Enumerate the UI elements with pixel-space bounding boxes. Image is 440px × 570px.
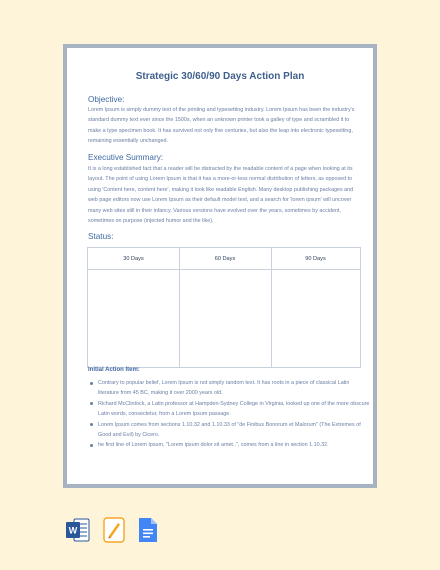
document-page (67, 48, 373, 484)
initial-action-list (88, 378, 370, 451)
status-heading: Status: (88, 232, 114, 241)
status-column-90-days: 90 Days (271, 248, 360, 270)
objective-heading: Objective: (88, 95, 125, 104)
pages-icon[interactable] (103, 517, 125, 548)
status-table (87, 247, 361, 368)
initial-action-heading: Initial Action Item: (88, 367, 140, 373)
status-column-60-days: 60 Days (179, 248, 271, 270)
table-divider (179, 248, 180, 367)
document-title: Strategic 30/60/90 Days Action Plan (135, 71, 305, 82)
format-icons (66, 517, 166, 545)
list-item: he first line of Lorem Ipsum, "Lorem ipsum dolor sit amet..", comes from a line in section 1.10.32. (98, 440, 370, 450)
executive-summary-text: It is a long established fact that a reader will be distracted by the readable content of a page when looking at its layout. The point of using Lorem Ipsum is that it has a more-or-less normal distribution of letters, as opposed to using 'Content here, content here', making it look like readable English. Many desktop publishing packages and web page editors now use Lorem Ipsum as their default model text, and a search for 'lorem ipsum' will uncover many web sites still in their infancy. Various versions have evolved over the years, sometimes by accident, sometimes on purpose (injected humor and the like). (88, 166, 354, 225)
list-item: Contrary to popular belief, Lorem Ipsum is not simply random text. It has roots in a piece of classical Latin literature from 45 BC, making it over 2000 years old. (98, 378, 370, 399)
list-item: Richard McClintock, a Latin professor at Hampden-Sydney College in Virginia, looked up one of the more obscure Latin words, consectetur, from a Lorem Ipsum passage. (98, 399, 370, 420)
objective-text: Lorem Ipsum is simply dummy text of the printing and typesetting industry. Lorem Ipsum has been the industry's standard dummy text ever since the 1500s, when an unknown printer took a galley of type and scrambled it to make a type specimen book. It has survived not only five centuries, but also the leap into electronic typesetting, remaining essentially unchanged. (88, 107, 355, 145)
executive-summary-heading: Executive Summary: (88, 153, 164, 162)
word-letter: W (68, 525, 78, 536)
table-divider (271, 248, 272, 367)
list-item: Lorem Ipsum comes from sections 1.10.32 and 1.10.33 of "de Finibus Bonorum et Malorum" (The Extremes of Good and Evil) by Cicero. (98, 420, 370, 441)
word-icon[interactable] (66, 517, 90, 548)
document-frame (63, 44, 377, 488)
status-column-30-days: 30 Days (88, 248, 179, 270)
google-docs-icon[interactable] (138, 517, 158, 548)
